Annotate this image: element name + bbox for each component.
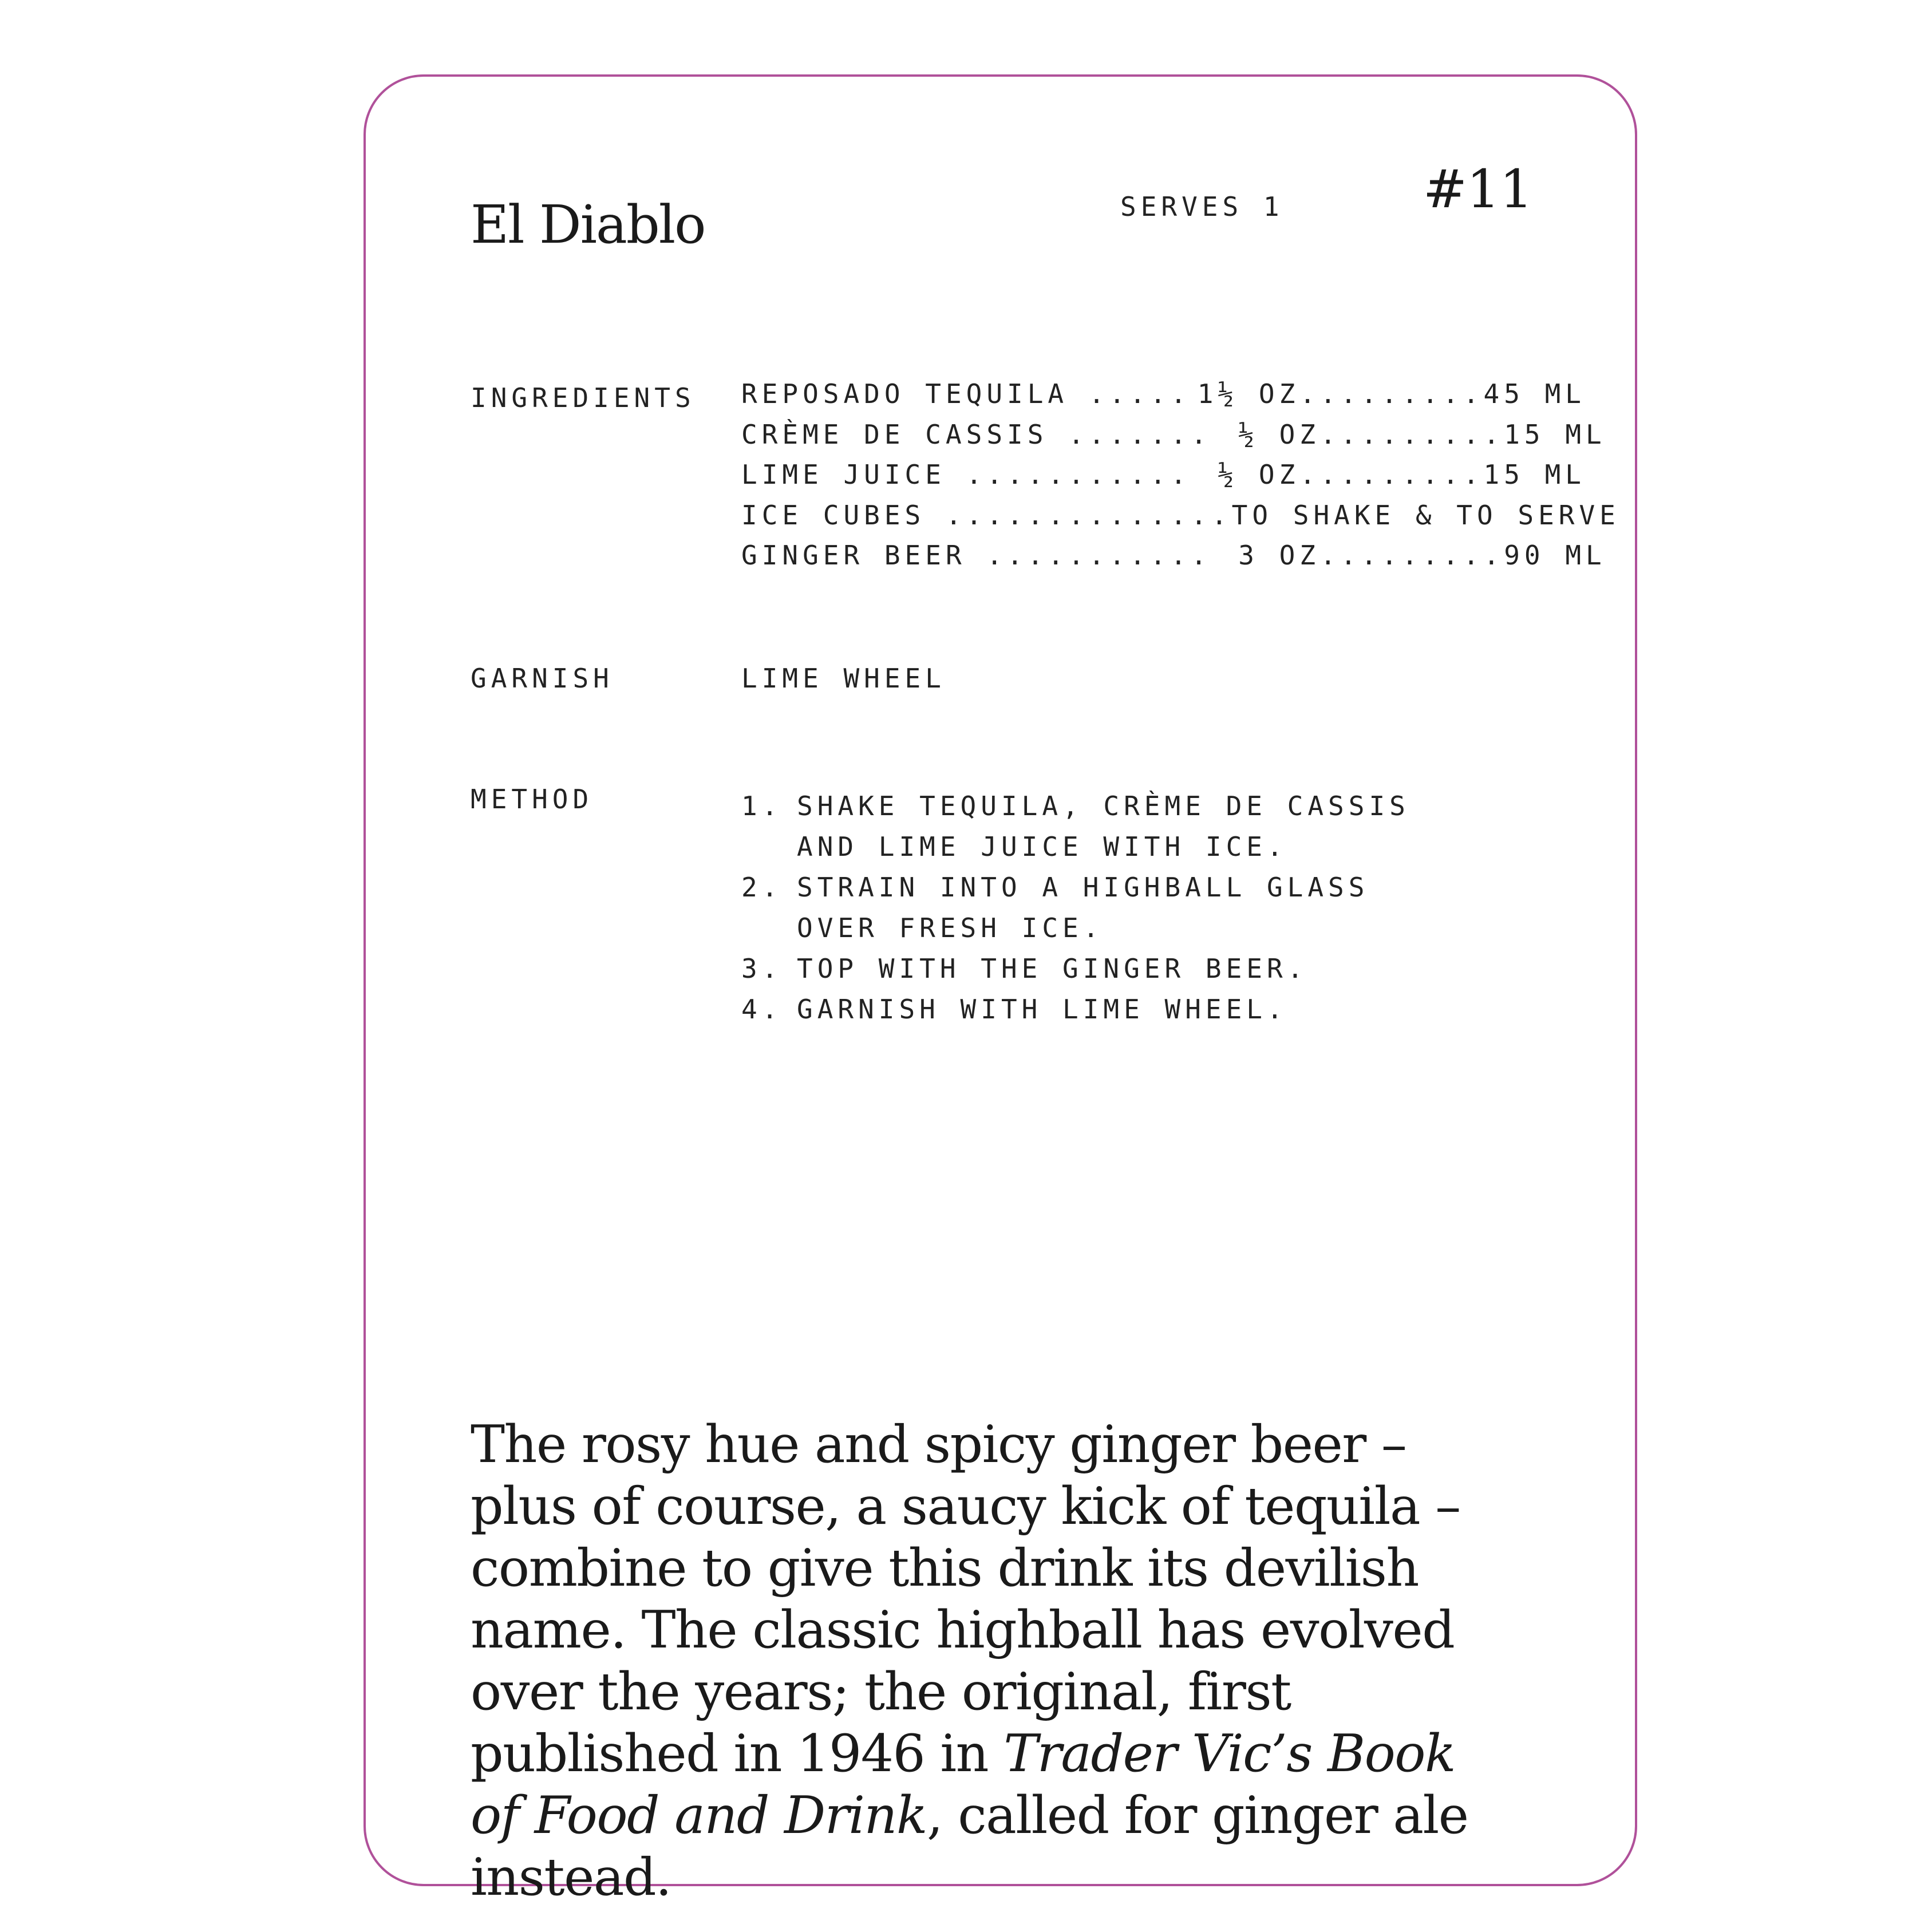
method-step bbox=[741, 867, 1532, 949]
step-text: SHAKE TEQUILA, CRÈME DE CASSIS AND LIME JUICE WITH ICE. bbox=[797, 791, 1410, 862]
recipe-content bbox=[471, 0, 1620, 1932]
ingredient-ml: .........15 ML bbox=[1299, 459, 1586, 490]
ingredient-row bbox=[741, 540, 1606, 583]
ingredient-ml: .........45 ML bbox=[1299, 378, 1586, 409]
ingredient-row bbox=[741, 378, 1586, 421]
ingredient-name: GINGER BEER ........... bbox=[741, 540, 1211, 571]
ingredient-amount: TO SHAKE & TO SERVE bbox=[1231, 499, 1620, 531]
ingredients-list bbox=[741, 378, 1620, 583]
garnish-value: LIME WHEEL bbox=[741, 663, 946, 694]
garnish-label: GARNISH bbox=[471, 663, 614, 694]
step-number: 2. bbox=[741, 872, 783, 903]
step-text: STRAIN INTO A HIGHBALL GLASS OVER FRESH ICE. bbox=[797, 872, 1369, 943]
ingredient-oz: 1½ OZ bbox=[1197, 378, 1300, 409]
book-title: Trader Vic’s Book of Food and Drink bbox=[471, 1724, 1456, 1846]
step-number: 1. bbox=[741, 791, 783, 821]
serves-label: SERVES 1 bbox=[1120, 191, 1284, 222]
ingredients-label: INGREDIENTS bbox=[471, 382, 696, 413]
method-list bbox=[741, 786, 1532, 1030]
description-text-end: , called for ginger ale instead. bbox=[471, 1785, 1468, 1907]
recipe-number: #11 bbox=[1423, 159, 1532, 220]
step-number: 3. bbox=[741, 953, 783, 984]
ingredient-name: CRÈME DE CASSIS ....... bbox=[741, 418, 1211, 450]
ingredient-ml: .........90 ML bbox=[1319, 540, 1606, 571]
ingredient-oz: ½ OZ bbox=[1238, 418, 1320, 450]
ingredient-row bbox=[741, 418, 1606, 462]
ingredient-row bbox=[741, 459, 1586, 502]
ingredient-name: ICE CUBES .............. bbox=[741, 499, 1232, 531]
method-step bbox=[741, 989, 1532, 1030]
ingredient-ml: .........15 ML bbox=[1319, 418, 1606, 450]
description-text: The rosy hue and spicy ginger beer – plus of course, a saucy kick of tequila – combine to give this drink its devilish name. The classic highball has evolved over the years; the original, first published in 1946 in bbox=[471, 1415, 1460, 1784]
ingredient-name: LIME JUICE ........... bbox=[741, 459, 1191, 490]
recipe-description bbox=[471, 1414, 1495, 1909]
step-text: GARNISH WITH LIME WHEEL. bbox=[797, 994, 1287, 1025]
step-number: 4. bbox=[741, 994, 783, 1025]
method-step bbox=[741, 949, 1532, 989]
method-label: METHOD bbox=[471, 784, 594, 815]
ingredient-name: REPOSADO TEQUILA ..... bbox=[741, 378, 1191, 409]
ingredient-row bbox=[741, 499, 1620, 543]
recipe-title: El Diablo bbox=[471, 193, 705, 255]
method-step bbox=[741, 786, 1532, 867]
ingredient-oz: ½ OZ bbox=[1218, 459, 1300, 490]
step-text: TOP WITH THE GINGER BEER. bbox=[797, 953, 1308, 984]
ingredient-oz: 3 OZ bbox=[1238, 540, 1320, 571]
